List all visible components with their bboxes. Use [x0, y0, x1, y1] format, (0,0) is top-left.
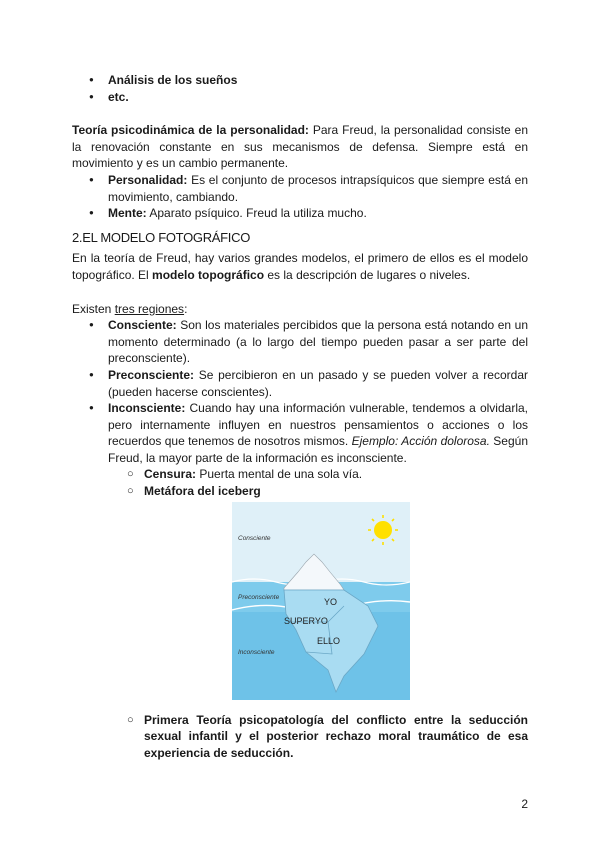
- iceberg-figure: [232, 502, 410, 700]
- regions-intro: [72, 301, 528, 318]
- bullet-text: Análisis de los sueños: [108, 73, 238, 87]
- section-heading: 2.EL MODELO FOTOGRÁFICO: [72, 229, 251, 245]
- iceberg-diagram: [232, 502, 410, 700]
- sub-term: Metáfora del iceberg: [144, 484, 261, 499]
- page-number: 2: [521, 797, 528, 811]
- theory-term: Teoría psicodinámica de la personalidad:: [72, 123, 309, 138]
- list-item: [72, 367, 528, 400]
- bullet-term: Mente:: [108, 206, 147, 221]
- region-text-end: Según Freud, la mayor parte de la información es inconsciente.: [108, 434, 528, 465]
- list-item: [72, 483, 528, 500]
- page-content: [72, 72, 528, 761]
- final-bullet-list: [72, 712, 528, 762]
- region-term: Preconsciente:: [108, 367, 195, 382]
- theory-bullet-list: [72, 172, 528, 222]
- regions-suffix: :: [184, 301, 188, 316]
- region-term: Inconsciente:: [108, 401, 186, 416]
- region-term: Consciente:: [108, 318, 177, 333]
- list-item: [72, 466, 528, 483]
- theory-paragraph: [72, 122, 528, 172]
- sub-term: Censura:: [144, 467, 197, 482]
- label-superyo: SUPERYO: [284, 615, 328, 626]
- final-bullet-text: Primera Teoría psicopatología del conflicto entre la seducción sexual infantil y el posterior rechazo moral traumático de esa experiencia de seducción.: [144, 712, 528, 760]
- label-ello: ELLO: [317, 635, 341, 646]
- label-consciente: Consciente: [238, 534, 271, 542]
- top-bullet-list: [72, 72, 528, 105]
- list-item: [72, 89, 528, 106]
- intro-text: En la teoría de Freud, hay varios grandes modelos, el primero de ellos es el modelo topográfico. El: [72, 251, 528, 282]
- label-yo: YO: [324, 596, 338, 607]
- theory-text: Para Freud, la personalidad consiste en la renovación constante en sus mecanismos de defensa. Siempre está en movimiento y es un cambio permanente.: [72, 123, 528, 171]
- sub-bullet-list: [72, 466, 528, 499]
- list-item: [72, 317, 528, 367]
- region-example: Ejemplo: Acción dolorosa.: [351, 434, 490, 449]
- intro-text-end: es la descripción de lugares o niveles.: [264, 267, 471, 282]
- region-text: Cuando hay una información vulnerable, tendemos a olvidarla, pero internamente influyen en nuestros pensamientos o acciones o los recuerdos que tenemos de nosotros mismos.: [108, 401, 528, 449]
- bullet-text: Aparato psíquico. Freud la utiliza mucho.: [146, 206, 367, 221]
- intro-paragraph: [72, 250, 528, 283]
- bullet-text: etc.: [108, 89, 129, 104]
- label-inconsciente: Inconsciente: [238, 648, 275, 656]
- list-item: [72, 712, 528, 762]
- list-item: [72, 400, 528, 466]
- bullet-text: Es el conjunto de procesos intrapsíquicos que siempre está en movimiento, cambiando.: [108, 172, 528, 204]
- region-text: Son los materiales percibidos que la persona está notando en un momento determinado (a lo largo del tiempo pueden pasar a ser parte del preconsciente).: [108, 318, 528, 366]
- regions-prefix: Existen: [72, 301, 115, 316]
- regions-list: [72, 317, 528, 466]
- list-item: [72, 205, 528, 222]
- bullet-term: Personalidad:: [108, 172, 188, 187]
- label-preconsciente: Preconsciente: [238, 593, 280, 601]
- region-text: Se percibieron en un pasado y se pueden volver a recordar (pueden hacerse conscientes).: [108, 367, 528, 399]
- list-item: [72, 72, 528, 89]
- intro-bold: modelo topográfico: [152, 267, 265, 282]
- regions-underlined: tres regiones: [114, 301, 185, 316]
- sub-text: Puerta mental de una sola vía.: [196, 467, 363, 482]
- list-item: [72, 172, 528, 205]
